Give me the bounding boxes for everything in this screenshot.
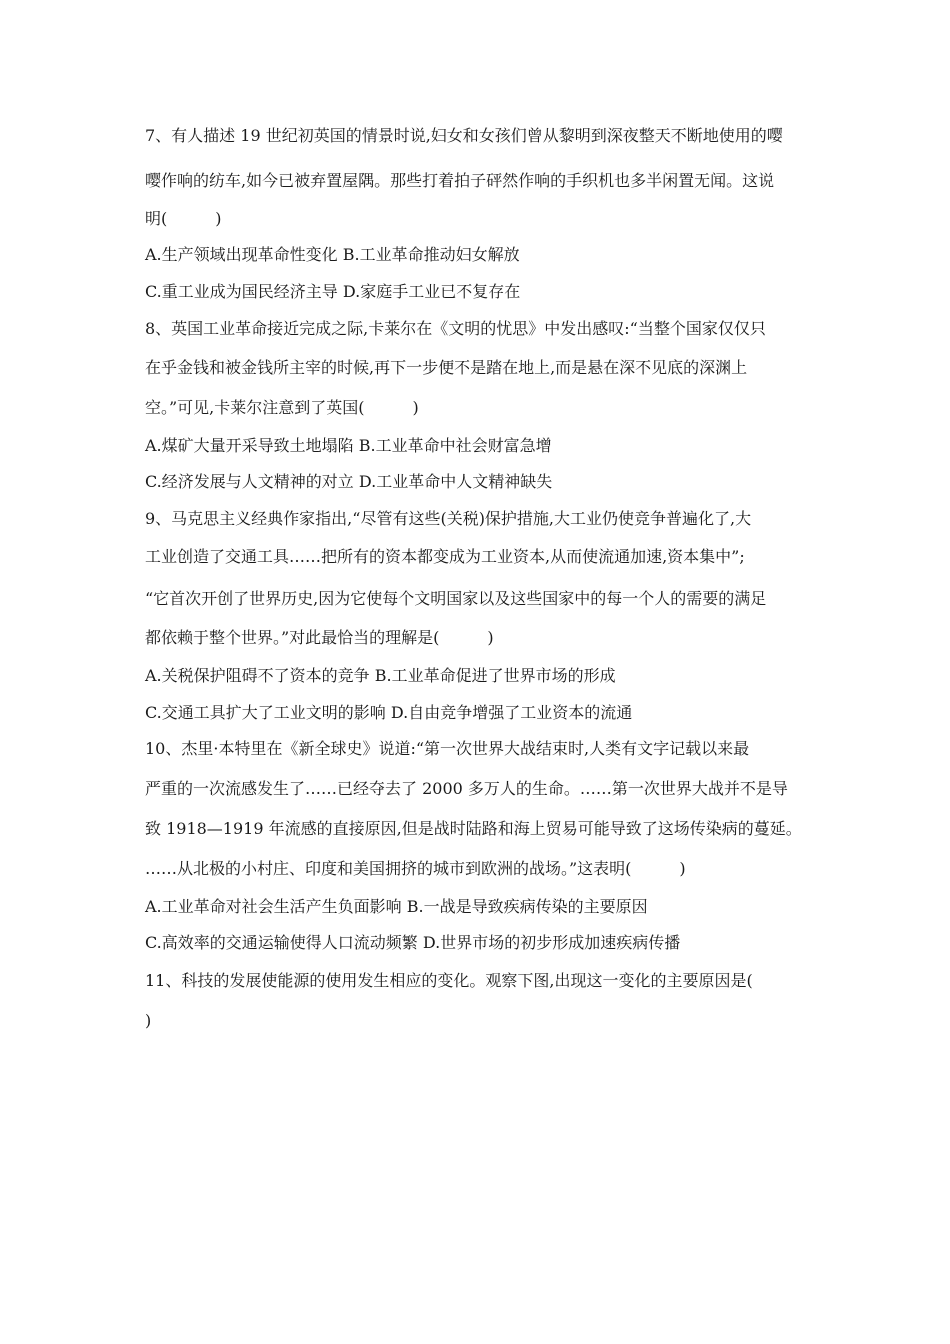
- q10-option-cd: C.高效率的交通运输使得人口流动频繁 D.世界市场的初步形成加速疾病传播: [145, 933, 681, 952]
- q10-line-1: 10、杰里·本特里在《新全球史》说道:“第一次世界大战结束时,人类有文字记载以来最: [145, 739, 750, 758]
- q9-line-2: 工业创造了交通工具……把所有的资本都变成为工业资本,从而使流通加速,资本集中”;: [145, 547, 745, 566]
- q8-line-3: 空。”可见,卡莱尔注意到了英国( ): [145, 398, 419, 417]
- q9-line-3: “它首次开创了世界历史,因为它使每个文明国家以及这些国家中的每一个人的需要的满足: [145, 589, 767, 608]
- q7-option-cd: C.重工业成为国民经济主导 D.家庭手工业已不复存在: [145, 282, 521, 301]
- q9-option-ab: A.关税保护阻碍不了资本的竞争 B.工业革命促进了世界市场的形成: [145, 666, 616, 685]
- q8-line-2: 在乎金钱和被金钱所主宰的时候,再下一步便不是踏在地上,而是悬在深不见底的深渊上: [145, 358, 748, 377]
- q9-option-cd: C.交通工具扩大了工业文明的影响 D.自由竞争增强了工业资本的流通: [145, 703, 633, 722]
- q10-line-3: 致 1918—1919 年流感的直接原因,但是战时陆路和海上贸易可能导致了这场传染病的蔓延。: [145, 819, 802, 838]
- q11-line-1: 11、科技的发展使能源的使用发生相应的变化。观察下图,出现这一变化的主要原因是(: [145, 971, 753, 990]
- q10-option-ab: A.工业革命对社会生活产生负面影响 B.一战是导致疾病传染的主要原因: [145, 897, 648, 916]
- q7-option-ab: A.生产领域出现革命性变化 B.工业革命推动妇女解放: [145, 245, 520, 264]
- q9-line-4: 都依赖于整个世界。”对此最恰当的理解是( ): [145, 628, 494, 647]
- q8-line-1: 8、英国工业革命接近完成之际,卡莱尔在《文明的忧思》中发出感叹:“当整个国家仅仅只: [145, 319, 766, 338]
- q7-line-2: 嘤作响的纺车,如今已被弃置屋隅。那些打着拍子砰然作响的手织机也多半闲置无闻。这说: [145, 171, 775, 190]
- q11-line-2: ): [145, 1011, 152, 1030]
- q10-line-2: 严重的一次流感发生了……已经夺去了 2000 多万人的生命。……第一次世界大战并不是导: [145, 779, 788, 798]
- q9-line-1: 9、马克思主义经典作家指出,“尽管有这些(关税)保护措施,大工业仍使竞争普遍化了,大: [145, 509, 752, 528]
- q10-line-4: ……从北极的小村庄、印度和美国拥挤的城市到欧洲的战场。”这表明( ): [145, 859, 686, 878]
- q7-line-1: 7、有人描述 19 世纪初英国的情景时说,妇女和女孩们曾从黎明到深夜整天不断地使用的嘤: [145, 126, 783, 145]
- q8-option-ab: A.煤矿大量开采导致土地塌陷 B.工业革命中社会财富急增: [145, 436, 552, 455]
- q8-option-cd: C.经济发展与人文精神的对立 D.工业革命中人文精神缺失: [145, 472, 553, 491]
- q7-line-3: 明( ): [145, 209, 222, 228]
